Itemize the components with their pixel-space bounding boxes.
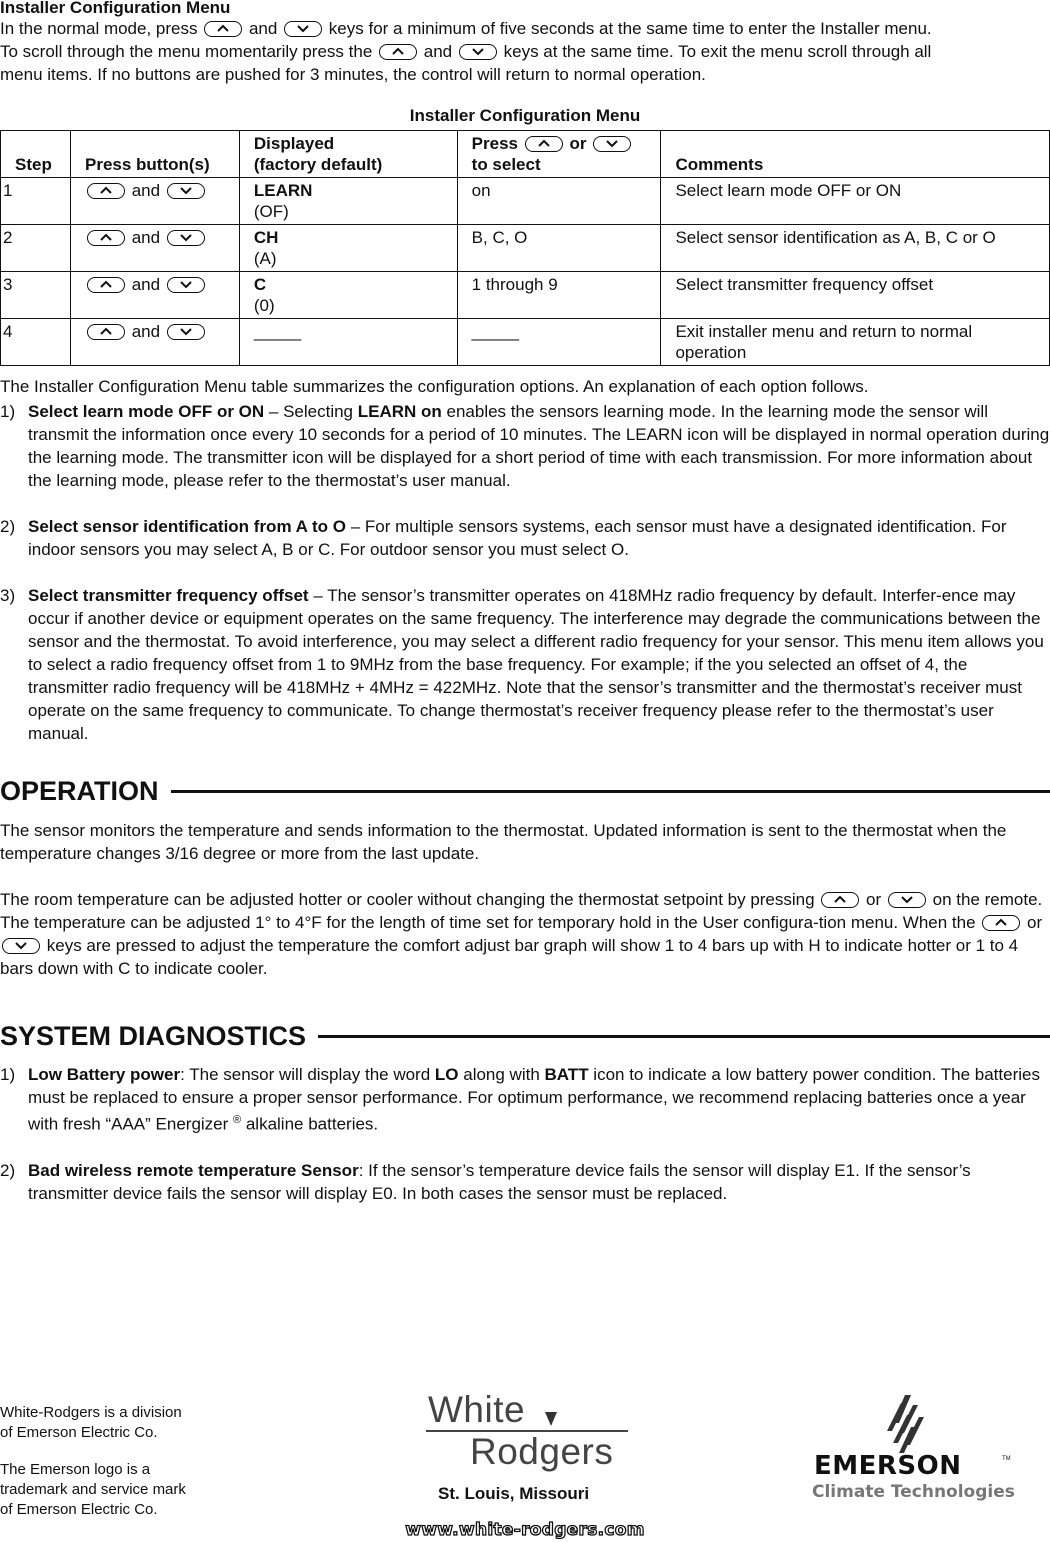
diagnostics-heading: SYSTEM DIAGNOSTICS bbox=[0, 1021, 1050, 1051]
up-key-icon bbox=[87, 324, 125, 340]
up-key-icon bbox=[204, 21, 242, 37]
table-row: 1 and LEARN (OF) on Select learn mode OFF or ON bbox=[1, 178, 1050, 225]
operation-paragraph-2: The room temperature can be adjusted hotter or cooler without changing the thermostat setpoint by pressing or on the remote. The temperature can be adjusted 1° to 4°F for the length of time set for temporary hold in the User configura-tion menu. When the or keys are pressed to adjust the temperature the comfort adjust bar graph will show 1 to 4 bars up with H to indicate hotter or 1 to 4 bars down with C to indicate cooler. bbox=[0, 890, 1043, 978]
col-step: Step bbox=[1, 131, 71, 178]
col-select: Press or to select bbox=[457, 131, 661, 178]
list-item: 3) Select transmitter frequency offset – The sensor’s transmitter operates on 418MHz radio frequency by default. Interfer-ence may occur if another device or equipment operates on the same frequency. The interference may degrade the communications between the sensor and the thermostat. To avoid interference, you may select a different radio frequency for your sensor. This menu item allows you to select a radio frequency offset from 1 to 9MHz from the base frequency. For example; if the you selected an offset of 4, the transmitter radio frequency will be 418MHz + 4MHz = 422MHz. Note that the sensor’s transmitter and the thermostat’s receiver must operate on the same frequency to communicate. To change thermostat’s receiver frequency please refer to the thermostat’s user manual. bbox=[0, 586, 1044, 743]
up-key-icon bbox=[982, 915, 1020, 931]
down-key-icon bbox=[459, 44, 497, 60]
col-comments: Comments bbox=[661, 131, 1050, 178]
section-heading-installer-menu: Installer Configuration Menu bbox=[0, 0, 231, 17]
city-label: St. Louis, Missouri bbox=[438, 1484, 590, 1503]
col-press: Press button(s) bbox=[70, 131, 239, 178]
up-key-icon bbox=[87, 277, 125, 293]
up-key-icon bbox=[379, 44, 417, 60]
table-row: 4 and _____ _____ Exit installer menu and return to normal operation bbox=[1, 319, 1050, 366]
up-key-icon bbox=[525, 136, 563, 152]
table-row: 2 and CH (A) B, C, O Select sensor identification as A, B, C or O bbox=[1, 225, 1050, 272]
heading-rule bbox=[318, 1035, 1050, 1038]
list-item: 1) Select learn mode OFF or ON – Selecting LEARN on enables the sensors learning mode. In the learning mode the sensor will transmit the information once every 10 seconds for a period of 10 minutes. The LEARN icon will be displayed in normal operation during the learning mode. The transmitter icon will be displayed for a short period of time with each transmission. For more information about the learning mode, please refer to the thermostat’s user manual. bbox=[0, 402, 1050, 490]
down-key-icon bbox=[284, 21, 322, 37]
list-item: 2) Select sensor identification from A to O – For multiple sensors systems, each sensor must have a designated identification. For indoor sensors you may select A, B or C. For outdoor sensor you must select O. bbox=[0, 517, 1007, 559]
table-caption: Installer Configuration Menu bbox=[409, 106, 641, 125]
website-link[interactable]: www.white-rodgers.com bbox=[405, 1520, 645, 1540]
down-key-icon bbox=[888, 892, 926, 908]
intro-paragraph: In the normal mode, press and keys for a minimum of five seconds at the same time to enter the Installer menu. To scroll through the menu momentarily press the and keys at the same time. To exit the menu scroll through all menu items. If no buttons are pushed for 3 minutes, the control will return to normal operation. bbox=[0, 19, 932, 84]
emerson-mark-icon bbox=[881, 1393, 927, 1455]
col-displayed: Displayed (factory default) bbox=[239, 131, 457, 178]
white-rodgers-logo: White Rodgers bbox=[426, 1390, 631, 1475]
footer-trademark-note: The Emerson logo is a trademark and service mark of Emerson Electric Co. bbox=[0, 1461, 186, 1518]
down-key-icon bbox=[167, 230, 205, 246]
operation-paragraph-1: The sensor monitors the temperature and sends information to the thermostat. Updated information is sent to the thermostat when the temperature changes 3/16 degree or more from the last update. bbox=[0, 821, 1007, 863]
down-key-icon bbox=[593, 136, 631, 152]
down-key-icon bbox=[167, 277, 205, 293]
summary-paragraph: The Installer Configuration Menu table summarizes the configuration options. An explanation of each option follows. bbox=[0, 377, 869, 396]
table-header-row bbox=[1, 131, 1050, 178]
footer-division-note: White-Rodgers is a division of Emerson Electric Co. bbox=[0, 1404, 182, 1441]
up-key-icon bbox=[87, 230, 125, 246]
operation-heading: OPERATION bbox=[0, 776, 1050, 806]
up-key-icon bbox=[821, 892, 859, 908]
down-key-icon bbox=[167, 183, 205, 199]
list-item: 2) Bad wireless remote temperature Sensor: If the sensor’s temperature device fails the sensor will display E1. If the sensor’s transmitter device fails the sensor will display E0. In both cases the sensor must be replaced. bbox=[0, 1160, 971, 1203]
table-row: 3 and C (0) 1 through 9 Select transmitter frequency offset bbox=[1, 272, 1050, 319]
installer-config-table bbox=[0, 130, 1050, 366]
up-key-icon bbox=[87, 183, 125, 199]
heading-rule bbox=[171, 790, 1050, 793]
down-key-icon bbox=[2, 938, 40, 954]
emerson-logo: EMERSON TM Climate Technologies bbox=[806, 1393, 1016, 1508]
diagnostics-list bbox=[0, 1063, 1050, 1205]
logo-triangle-icon bbox=[545, 1412, 557, 1426]
list-item: 1) Low Battery power: The sensor will display the word LO along with BATT icon to indicate a low battery power condition. The batteries must be replaced to ensure a proper sensor performance. For optimum performance, we recommend replacing batteries once a year with fresh “AAA” Energizer ® alkaline batteries. bbox=[0, 1065, 1040, 1134]
options-list bbox=[0, 400, 1050, 745]
down-key-icon bbox=[167, 324, 205, 340]
